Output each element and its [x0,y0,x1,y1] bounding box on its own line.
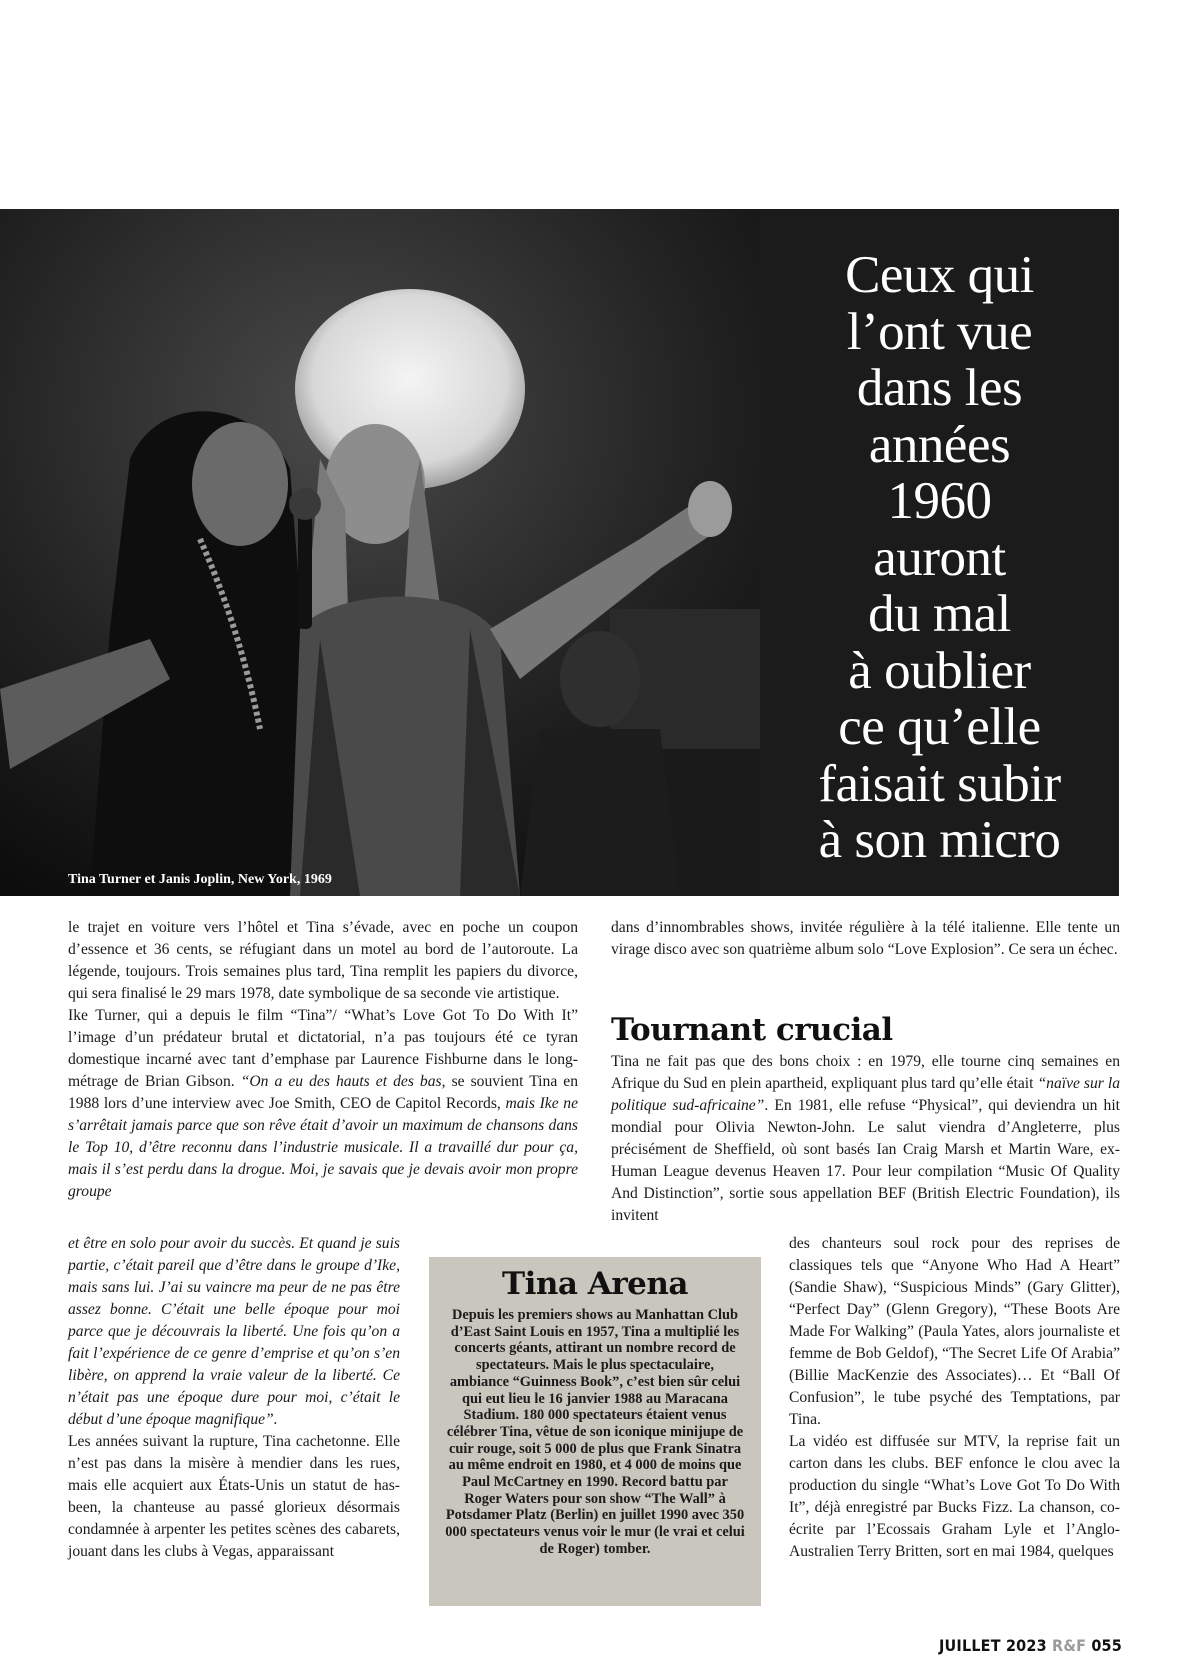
article-quote: “On a eu des hauts et des bas, [240,1073,446,1090]
article-text: Tina ne fait pas que des bons choix : en 1979, elle tourne cinq semaines en Afrique du Sud en plein apartheid, expliquant plus tard qu’elle était [611,1053,1120,1092]
article-quote: mais Ike ne s’arrêtait jamais parce que son rêve était d’avoir un maximum de chansons dans le Top 10, d’être reconnu dans l’industrie musicale. Il a travaillé dur pour ça, mais il s’est perdu dans la drogue. Moi, je savais que je devais avoir mon propre groupe [68,1095,579,1200]
section-heading: Tournant crucial [611,1012,893,1048]
footer-issue: JUILLET 2023 [938,1636,1047,1655]
article-paragraph: le trajet en voiture vers l’hôtel et Tina s’évade, avec en poche un coupon d’essence et 36 cents, se réfugiant dans un motel au bord de l’autoroute. La légende, toujours. Trois semaines plus tard, Tina remplit les papiers du divorce, qui sera finalisé le 29 mars 1978, date symbolique de sa seconde vie artistique. [68,919,578,1002]
pull-quote-line: années [868,415,1011,474]
article-paragraph: dans d’innombrables shows, invitée régulière à la télé italienne. Elle tente un virage disco avec son quatrième album solo “Love Explosion”. Ce sera un échec. [611,919,1120,958]
pull-quote [768,247,1111,869]
article-paragraph [68,1005,578,1203]
article-column-left-bottom [68,1233,400,1563]
article-column-right-bottom [789,1233,1120,1563]
pull-quote-line: faisait subir [818,754,1061,813]
photo-caption: Tina Turner et Janis Joplin, New York, 1969 [68,872,332,887]
pull-quote-line: dans les [856,359,1023,417]
pull-quote-line: auront [873,528,1006,587]
article-quote: et être en solo pour avoir du succès. Et quand je suis partie, c’était pareil que d’être dans le groupe d’Ike, mais sans lui. J’ai su vaincre ma peur de ne pas être assez bonne. C’était une belle époque pour moi parce que je découvrais la liberté. Une fois qu’on a fait l’expérience de ce genre d’emprise et qu’on s’en libère, on apprend la vraie valeur de la liberté. Ce n’était pas une époque dure pour moi, c’était le début d’une époque magnifique”. [68,1235,400,1428]
pull-quote-line: l’ont vue [846,302,1033,361]
article-column-left-top [68,917,578,1203]
footer-brand: R&F [1052,1636,1087,1655]
article-paragraph [68,1233,400,1431]
article-column-right-mid [611,1051,1120,1227]
article-text: se souvient Tina en 1988 lors d’une interview avec Joe Smith, CEO de Capitol Records, [68,1073,579,1112]
footer-page-number: 055 [1091,1636,1122,1655]
sidebar-text: Depuis les premiers shows au Manhattan Club d’East Saint Louis en 1957, Tina a multiplié les concerts géants, attirant un nombre record de spectateurs. Mais le plus spectaculaire, ambiance “Guinness Book”, c’est bien sûr celui qui eut lieu le 16 janvier 1988 au Maracana Stadium. 180 000 spectateurs étaient venus célébrer Tina, vêtue de son iconique minijupe de cuir rouge, soit 5 000 de plus que Frank Sinatra au même endroit en 1980, et 4 000 de moins que Paul McCartney en 1990. Record battu par Roger Waters pour son show “The Wall” à Potsdamer Platz (Berlin) en juillet 1990 avec 350 000 spectateurs venus voir le mur (le vrai et celui de Roger) tomber. [445,1307,745,1557]
photo-illustration [0,209,760,896]
article-paragraph: des chanteurs soul rock pour des reprises de classiques tels que “Anyone Who Had A Heart” (Sandie Shaw), “Suspicious Minds” (Gary Glitter), “Perfect Day” (Glenn Gregory), “These Boots Are Made For Walking” (Paula Yates, alors journaliste et femme de Bob Geldof), “The Secret Life Of Arabia” (Billie MacKenzie des Associates)… Et “Ball Of Confusion”, le tube psyché des Temptations, par Tina. [789,1235,1120,1428]
article-paragraph: Les années suivant la rupture, Tina cachetonne. Elle n’est pas dans la misère à mendier dans les rues, mais elle acquiert aux États-Unis un statut de has-been, la chanteuse au passé glorieux désormais condamnée à arpenter les petites scènes des cabarets, jouant dans les clubs à Vegas, apparaissant [68,1433,400,1560]
pull-quote-line: à son micro [818,811,1061,869]
article-quote: “naïve sur la politique sud-africaine” [611,1075,1120,1114]
article-text: . En 1981, elle refuse “Physical”, qui deviendra un hit mondial pour Olivia Newton-John. Le salut viendra d’Angleterre, plus précisément de Sheffield, où sont basés Ian Craig Marsh et Martin Ware, ex-Human League devenus Heaven 17. Pour leur compilation “Music Of Quality And Distinction”, sortie sous appellation BEF (British Electric Foundation), ils invitent [611,1097,1120,1224]
pull-quote-box [760,209,1119,896]
page-footer [939,1636,1122,1655]
article-column-right-top [611,917,1120,961]
article-paragraph [611,1051,1120,1227]
article-paragraph: La vidéo est diffusée sur MTV, la reprise fait un carton dans les clubs. BEF enfonce le clou avec la production du single “What’s Love Got To Do With It”, déjà enregistré par Bucks Fizz. La chanson, co-écrite par l’Ecossais Graham Lyle et l’Anglo-Australien Terry Britten, sort en mai 1984, quelques [789,1433,1120,1560]
sidebar-title: Tina Arena [502,1266,688,1302]
pull-quote-line: du mal [868,585,1011,643]
sidebar-box [429,1257,761,1606]
pull-quote-line: à oublier [848,641,1031,700]
concert-photo [0,209,760,896]
article-text: Ike Turner, qui a depuis le film “Tina”/ “What’s Love Got To Do With It” l’image d’un prédateur brutal et dictatorial, n’a pas toujours été ce tyran domestique incarné avec tant d’emphase par Laurence Fishburne dans le long-métrage de Brian Gibson. [68,1007,578,1090]
pull-quote-line: ce qu’elle [838,698,1041,756]
pull-quote-line: Ceux qui [845,246,1034,304]
pull-quote-line: 1960 [887,472,992,530]
